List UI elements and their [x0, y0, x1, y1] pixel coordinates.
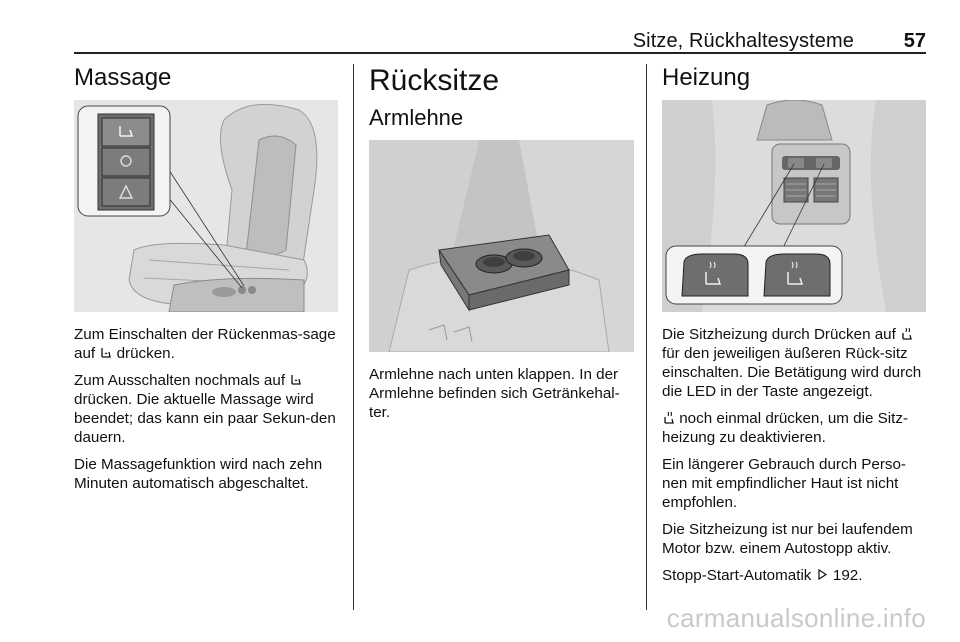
reference-arrow-icon	[816, 568, 829, 581]
armlehne-paragraph-1: Armlehne nach unten klappen. In der Armlehne befinden sich Getränkehal-ter.	[369, 366, 620, 421]
massage-p2-start: Zum Ausschalten nochmals auf	[74, 372, 286, 389]
heizung-paragraph-4: Die Sitzheizung ist nur bei laufendem Motor bzw. einem Autostopp aktiv.	[662, 521, 913, 557]
header-rule	[74, 52, 926, 54]
stopp-start-link-text[interactable]: Stopp-Start-Automatik	[662, 567, 812, 584]
seat-heat-icon	[662, 411, 675, 424]
seat-heat-icon	[900, 327, 913, 340]
column-divider-2	[646, 64, 647, 610]
column-massage	[74, 60, 338, 501]
rear-heating-illustration	[662, 100, 926, 312]
armrest-illustration	[369, 140, 634, 352]
massage-heading: Massage	[74, 64, 172, 91]
seat-massage-icon	[99, 346, 112, 359]
massage-seat-illustration	[74, 100, 338, 312]
heizung-paragraph-3: Ein längerer Gebrauch durch Perso-nen mit empfindlicher Haut ist nicht empfohlen.	[662, 456, 906, 511]
massage-paragraph-1	[74, 325, 338, 363]
seat-massage-drawing	[74, 100, 338, 312]
watermark: carmanualsonline.info	[666, 603, 926, 633]
massage-p2-end: drücken. Die aktuelle Massage wird beendet; das kann ein paar Sekun-den dauern.	[74, 391, 336, 446]
page-number: 57	[903, 30, 926, 52]
massage-p1-end: drücken.	[116, 345, 175, 362]
stopp-start-page-ref[interactable]: 192.	[832, 567, 863, 584]
column-divider-1	[353, 64, 354, 610]
heizung-p1-end: für den jeweiligen äußeren Rück-sitz einschalten. Die Betätigung wird durch die LED in der Taste angezeigt.	[662, 345, 922, 400]
armrest-drawing	[369, 140, 634, 352]
heizung-p2-end: noch einmal drücken, um die Sitz-heizung zu deaktivieren.	[662, 410, 908, 446]
heizung-p1-start: Die Sitzheizung durch Drücken auf	[662, 326, 896, 343]
column-ruecksitze	[369, 60, 634, 430]
heizung-paragraph-5	[662, 566, 926, 585]
massage-p1-text: Zum Einschalten der Rückenmas-sage auf	[74, 326, 336, 362]
section-title: Sitze, Rückhaltesysteme	[632, 30, 854, 52]
rear-console-drawing	[662, 100, 926, 312]
seat-massage-icon	[289, 373, 302, 386]
heizung-paragraph-1	[662, 325, 926, 401]
heizung-heading: Heizung	[662, 64, 751, 91]
column-heizung	[662, 60, 926, 593]
armlehne-subheading: Armlehne	[369, 105, 464, 130]
ruecksitze-heading: Rücksitze	[369, 64, 500, 97]
massage-paragraph-3: Die Massagefunktion wird nach zehn Minuten automatisch abgeschaltet.	[74, 456, 323, 492]
heizung-paragraph-2	[662, 409, 926, 447]
massage-paragraph-2	[74, 371, 338, 447]
